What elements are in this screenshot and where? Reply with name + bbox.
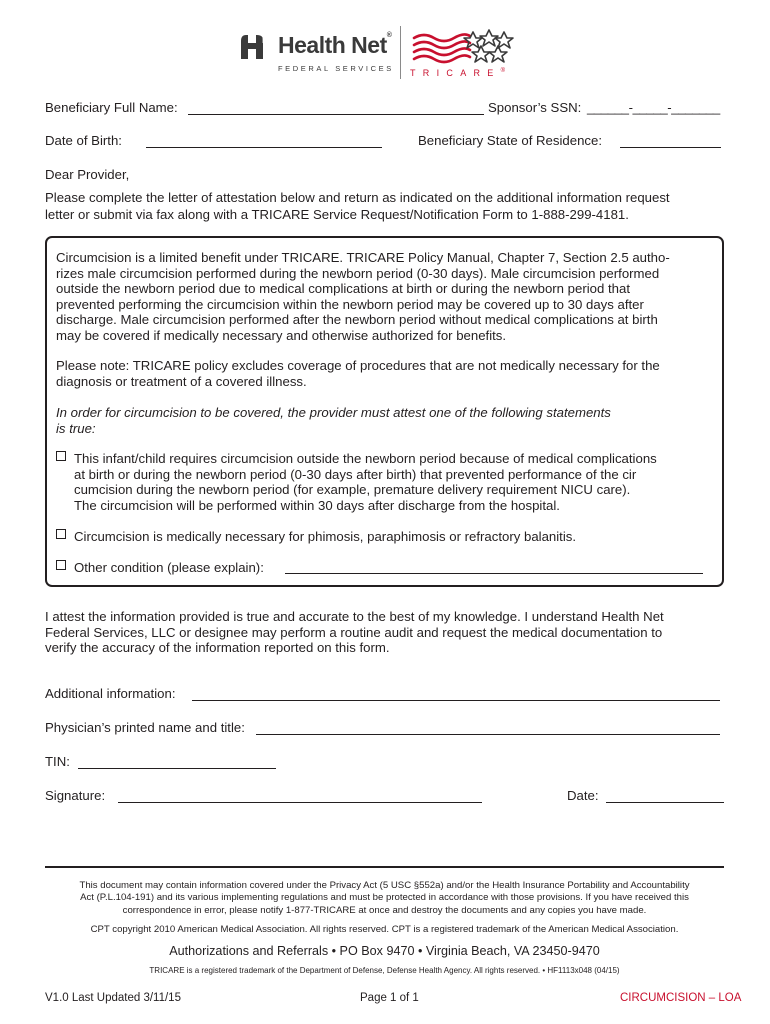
attest-instruction: In order for circumcision to be covered, the provider must attest one of the following statements is true:	[56, 405, 611, 436]
svg-text:n: n	[262, 35, 268, 45]
signature-label: Signature:	[45, 788, 106, 803]
version-info: V1.0 Last Updated 3/11/15	[45, 992, 181, 1004]
health-net-mark-icon	[238, 32, 272, 62]
date-field[interactable]	[606, 802, 724, 803]
policy-paragraph: Circumcision is a limited benefit under TRICARE. TRICARE Policy Manual, Chapter 7, Section 2.5 autho- rizes male circumcision performed during the newborn period (0-30 days). Male circumcision performed outside the newborn period due to medical complications at birth or during the newborn period that prevented performing the circumcision within the newborn period may be covered up to 30 days after discharge. Male circumcision performed after the newborn period without medical complications at birth may be covered if medically necessary and otherwise authorized for benefits.	[56, 250, 670, 343]
tricare-logo	[408, 28, 518, 80]
footer-rule	[45, 866, 724, 868]
state-residence-label: Beneficiary State of Residence:	[418, 133, 602, 148]
option1-checkbox[interactable]	[56, 451, 66, 461]
option2-checkbox[interactable]	[56, 529, 66, 539]
sponsor-ssn-field[interactable]: ______-_____-_______	[587, 100, 720, 115]
document-code: CIRCUMCISION – LOA	[620, 992, 742, 1004]
instruction-line: letter or submit via fax along with a TRICARE Service Request/Notification Form to 1-888-299-4181.	[45, 207, 629, 222]
trademark-notice: TRICARE is a registered trademark of the Department of Defense, Defense Health Agency. All rights reserved. • HF1113x048 (04/15)	[149, 966, 620, 975]
mailing-address: Authorizations and Referrals • PO Box 9470 • Virginia Beach, VA 23450-9470	[169, 944, 600, 958]
sponsor-ssn-label: Sponsor’s SSN:	[488, 100, 582, 115]
option1-text: This infant/child requires circumcision outside the newborn period because of medical complications at birth or during the newborn period (0-30 days after birth) that prevented performance of the cir cumcision during the newborn period (for example, premature delivery requirement NICU care). The circumcision will be performed within 30 days after discharge from the hospital.	[74, 451, 657, 513]
salutation: Dear Provider,	[45, 167, 130, 182]
dob-field[interactable]	[146, 147, 382, 148]
option3-checkbox[interactable]	[56, 560, 66, 570]
signature-field[interactable]	[118, 802, 482, 803]
logo-divider	[400, 26, 401, 79]
health-net-subtitle: FEDERAL SERVICES	[278, 64, 394, 73]
physician-label: Physician’s printed name and title:	[45, 720, 245, 735]
health-net-logo	[238, 28, 398, 78]
other-condition-field[interactable]	[285, 573, 703, 574]
date-label: Date:	[567, 788, 599, 803]
beneficiary-name-label: Beneficiary Full Name:	[45, 100, 178, 115]
instruction-line: Please complete the letter of attestation below and return as indicated on the additional information request	[45, 190, 670, 205]
privacy-notice: This document may contain information covered under the Privacy Act (5 USC §552a) and/or the Health Insurance Portability and Accountability Act (P.L.104-191) and its various implementing regulations and must be protected in accordance with those provisions. If you have received this correspondence in error, please notify 1-877-TRICARE at once and destroy the documents and any copies you have made.	[79, 880, 690, 916]
attestation-paragraph: I attest the information provided is true and accurate to the best of my knowledge. I understand Health Net Federal Services, LLC or designee may perform a routine audit and request the medical documentation to verify the accuracy of the information reported on this form.	[45, 609, 664, 656]
page-number: Page 1 of 1	[360, 992, 419, 1004]
state-residence-field[interactable]	[620, 147, 721, 148]
dob-label: Date of Birth:	[45, 133, 122, 148]
beneficiary-name-field[interactable]	[188, 114, 484, 115]
physician-field[interactable]	[256, 734, 720, 735]
tin-label: TIN:	[45, 754, 70, 769]
additional-info-field[interactable]	[192, 700, 720, 701]
note-paragraph: Please note: TRICARE policy excludes coverage of procedures that are not medically necessary for the diagnosis or treatment of a covered illness.	[56, 358, 660, 389]
tin-field[interactable]	[78, 768, 276, 769]
health-net-wordmark: Health Net®	[278, 32, 392, 58]
additional-info-label: Additional information:	[45, 686, 176, 701]
tricare-wordmark: TRICARE®	[410, 68, 506, 78]
tricare-flag-icon	[408, 28, 516, 66]
option2-text: Circumcision is medically necessary for phimosis, paraphimosis or refractory balanitis.	[74, 529, 577, 544]
cpt-copyright: CPT copyright 2010 American Medical Association. All rights reserved. CPT is a registered trademark of the American Medical Association.	[90, 924, 679, 935]
option3-text: Other condition (please explain):	[74, 560, 264, 575]
